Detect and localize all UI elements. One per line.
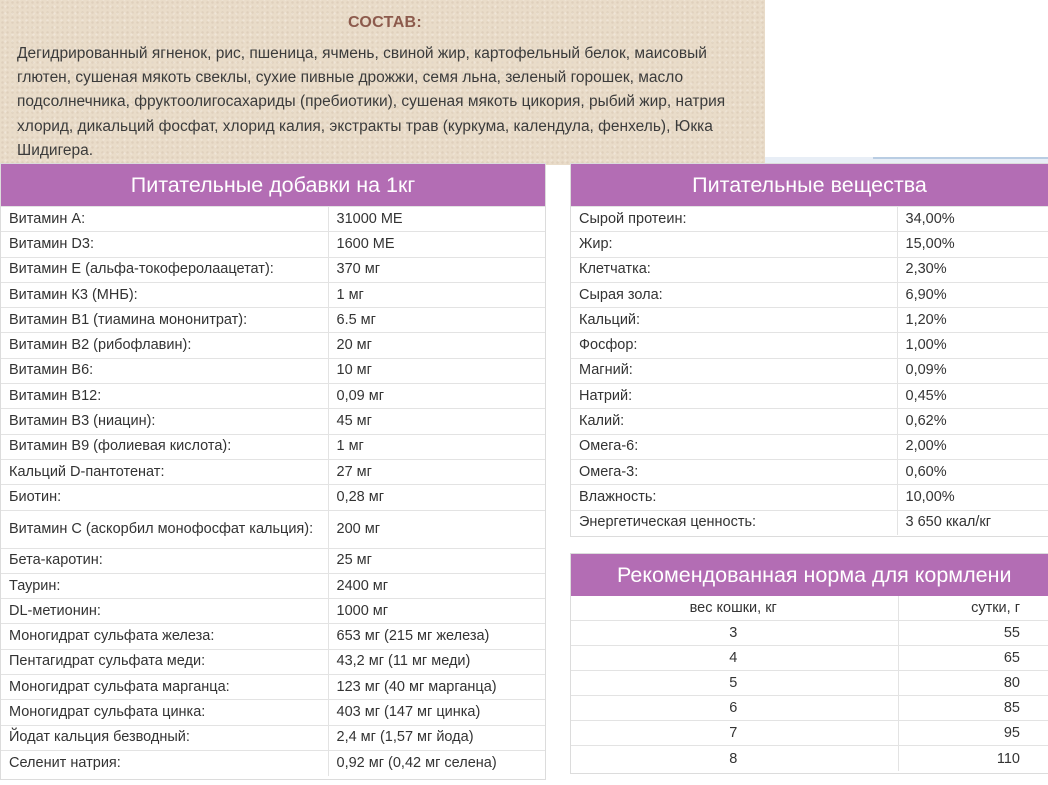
nutrient-name: Влажность: xyxy=(571,485,897,510)
additive-name: Селенит натрия: xyxy=(1,750,328,775)
table-row xyxy=(571,358,1048,383)
additive-name: Витамин В6: xyxy=(1,358,328,383)
table-row xyxy=(1,485,545,510)
cat-weight: 8 xyxy=(571,746,898,771)
additive-value: 0,09 мг xyxy=(328,384,545,409)
additive-value: 25 мг xyxy=(328,548,545,573)
table-row xyxy=(1,308,545,333)
additive-name: Витамин В9 (фолиевая кислота): xyxy=(1,434,328,459)
table-row xyxy=(1,333,545,358)
nutrient-value: 1,00% xyxy=(897,333,1048,358)
nutrient-value: 34,00% xyxy=(897,207,1048,232)
additive-value: 10 мг xyxy=(328,358,545,383)
additive-value: 0,28 мг xyxy=(328,485,545,510)
additive-value: 370 мг xyxy=(328,257,545,282)
additive-value: 2400 мг xyxy=(328,573,545,598)
additive-value: 123 мг (40 мг марганца) xyxy=(328,675,545,700)
table-row xyxy=(571,207,1048,232)
decorative-strip-accent xyxy=(873,157,1048,159)
nutrient-value: 1,20% xyxy=(897,308,1048,333)
column-header-daily: сутки, г xyxy=(898,596,1048,620)
nutrient-value: 0,45% xyxy=(897,384,1048,409)
additive-value: 31000 МЕ xyxy=(328,207,545,232)
table-row xyxy=(1,510,545,548)
additive-value: 6.5 мг xyxy=(328,308,545,333)
nutrient-value: 2,00% xyxy=(897,434,1048,459)
nutrients-table-panel xyxy=(570,163,1048,537)
nutrient-name: Клетчатка: xyxy=(571,257,897,282)
table-row xyxy=(571,670,1048,695)
table-row xyxy=(571,308,1048,333)
feeding-table xyxy=(571,596,1048,771)
daily-grams: 55 xyxy=(898,620,1048,645)
additive-name: Моногидрат сульфата цинка: xyxy=(1,700,328,725)
nutrient-name: Сырой протеин: xyxy=(571,207,897,232)
additive-name: Витамин В12: xyxy=(1,384,328,409)
nutrient-value: 15,00% xyxy=(897,232,1048,257)
table-row xyxy=(1,599,545,624)
cat-weight: 4 xyxy=(571,645,898,670)
additives-table-title: Питательные добавки на 1кг xyxy=(1,164,545,206)
nutrient-value: 10,00% xyxy=(897,485,1048,510)
table-row xyxy=(571,409,1048,434)
additives-table xyxy=(1,206,545,776)
table-row xyxy=(1,750,545,775)
additive-name: Пентагидрат сульфата меди: xyxy=(1,649,328,674)
nutrient-name: Омега-6: xyxy=(571,434,897,459)
table-row xyxy=(1,700,545,725)
additive-name: Таурин: xyxy=(1,573,328,598)
table-row xyxy=(571,485,1048,510)
nutrient-name: Сырая зола: xyxy=(571,282,897,307)
table-row xyxy=(1,358,545,383)
table-row xyxy=(1,548,545,573)
table-row xyxy=(1,725,545,750)
table-row xyxy=(571,721,1048,746)
composition-text: Дегидрированный ягненок, рис, пшеница, ячмень, свиной жир, картофельный белок, маисовый глютен, сушеная мякоть свеклы, сухие пивные дрожжи, семя льна, зеленый горошек, масло подсолнечника, фруктоолигосахариды (пребиотики), сушеная мякоть цикория, рыбий жир, натрия хлорид, дикальций фосфат, хлорид калия, экстракты трав (куркума, календула, фенхель), Юкка Шидигера. xyxy=(17,45,726,159)
additive-value: 403 мг (147 мг цинка) xyxy=(328,700,545,725)
cat-weight: 7 xyxy=(571,721,898,746)
additive-name: Витамин В3 (ниацин): xyxy=(1,409,328,434)
nutrients-table xyxy=(571,206,1048,535)
table-row xyxy=(1,409,545,434)
additive-name: Моногидрат сульфата железа: xyxy=(1,624,328,649)
table-row xyxy=(1,675,545,700)
additive-value: 27 мг xyxy=(328,459,545,484)
nutrient-name: Омега-3: xyxy=(571,459,897,484)
nutrient-name: Фосфор: xyxy=(571,333,897,358)
additive-value: 43,2 мг (11 мг меди) xyxy=(328,649,545,674)
daily-grams: 95 xyxy=(898,721,1048,746)
nutrient-name: Жир: xyxy=(571,232,897,257)
table-row xyxy=(1,624,545,649)
additive-value: 20 мг xyxy=(328,333,545,358)
nutrient-value: 0,60% xyxy=(897,459,1048,484)
additive-name: Йодат кальция безводный: xyxy=(1,725,328,750)
feeding-column-headers xyxy=(571,596,1048,620)
additive-name: Бета-каротин: xyxy=(1,548,328,573)
additive-name: Витамин В2 (рибофлавин): xyxy=(1,333,328,358)
table-row xyxy=(571,459,1048,484)
table-row xyxy=(571,620,1048,645)
table-row xyxy=(571,232,1048,257)
daily-grams: 65 xyxy=(898,645,1048,670)
cat-weight: 5 xyxy=(571,670,898,695)
table-row xyxy=(1,282,545,307)
additive-value: 2,4 мг (1,57 мг йода) xyxy=(328,725,545,750)
additive-value: 1000 мг xyxy=(328,599,545,624)
cat-weight: 6 xyxy=(571,696,898,721)
daily-grams: 85 xyxy=(898,696,1048,721)
table-row xyxy=(1,232,545,257)
table-row xyxy=(1,459,545,484)
table-row xyxy=(571,645,1048,670)
nutrient-value: 2,30% xyxy=(897,257,1048,282)
table-row xyxy=(571,282,1048,307)
nutrient-value: 3 650 ккал/кг xyxy=(897,510,1048,535)
additive-name: Моногидрат сульфата марганца: xyxy=(1,675,328,700)
nutrient-value: 0,09% xyxy=(897,358,1048,383)
additive-name: Кальций D-пантотенат: xyxy=(1,459,328,484)
table-row xyxy=(571,333,1048,358)
feeding-table-panel xyxy=(570,553,1048,774)
additive-name: Витамин Е (альфа-токоферолаацетат): xyxy=(1,257,328,282)
table-row xyxy=(1,434,545,459)
table-row xyxy=(571,257,1048,282)
additive-value: 653 мг (215 мг железа) xyxy=(328,624,545,649)
table-row xyxy=(571,746,1048,771)
composition-section xyxy=(0,0,765,165)
nutrient-value: 0,62% xyxy=(897,409,1048,434)
daily-grams: 80 xyxy=(898,670,1048,695)
daily-grams: 110 xyxy=(898,746,1048,771)
nutrient-name: Кальций: xyxy=(571,308,897,333)
table-row xyxy=(571,384,1048,409)
composition-title: СОСТАВ: xyxy=(347,14,423,31)
additive-name: DL-метионин: xyxy=(1,599,328,624)
table-row xyxy=(1,649,545,674)
table-row xyxy=(1,573,545,598)
additive-name: Витамин D3: xyxy=(1,232,328,257)
table-row xyxy=(1,384,545,409)
nutrients-table-title: Питательные вещества xyxy=(571,164,1048,206)
table-row xyxy=(571,434,1048,459)
additive-name: Витамин А: xyxy=(1,207,328,232)
nutrient-name: Энергетическая ценность: xyxy=(571,510,897,535)
cat-weight: 3 xyxy=(571,620,898,645)
table-row xyxy=(571,510,1048,535)
column-header-weight: вес кошки, кг xyxy=(689,599,777,616)
nutrient-name: Натрий: xyxy=(571,384,897,409)
nutrient-name: Калий: xyxy=(571,409,897,434)
additive-value: 0,92 мг (0,42 мг селена) xyxy=(328,750,545,775)
feeding-table-title: Рекомендованная норма для кормлени xyxy=(571,554,1048,596)
table-row xyxy=(1,207,545,232)
additive-value: 1 мг xyxy=(328,434,545,459)
additives-table-panel xyxy=(0,163,546,780)
additive-name: Витамин К3 (МНБ): xyxy=(1,282,328,307)
additive-value: 45 мг xyxy=(328,409,545,434)
additive-value: 1 мг xyxy=(328,282,545,307)
additive-value: 200 мг xyxy=(328,510,545,548)
nutrient-value: 6,90% xyxy=(897,282,1048,307)
additive-name: Витамин В1 (тиамина мононитрат): xyxy=(1,308,328,333)
table-row xyxy=(571,696,1048,721)
table-row xyxy=(1,257,545,282)
additive-name: Биотин: xyxy=(1,485,328,510)
additive-value: 1600 МЕ xyxy=(328,232,545,257)
nutrient-name: Магний: xyxy=(571,358,897,383)
additive-name: Витамин С (аскорбил монофосфат кальция): xyxy=(1,510,328,548)
